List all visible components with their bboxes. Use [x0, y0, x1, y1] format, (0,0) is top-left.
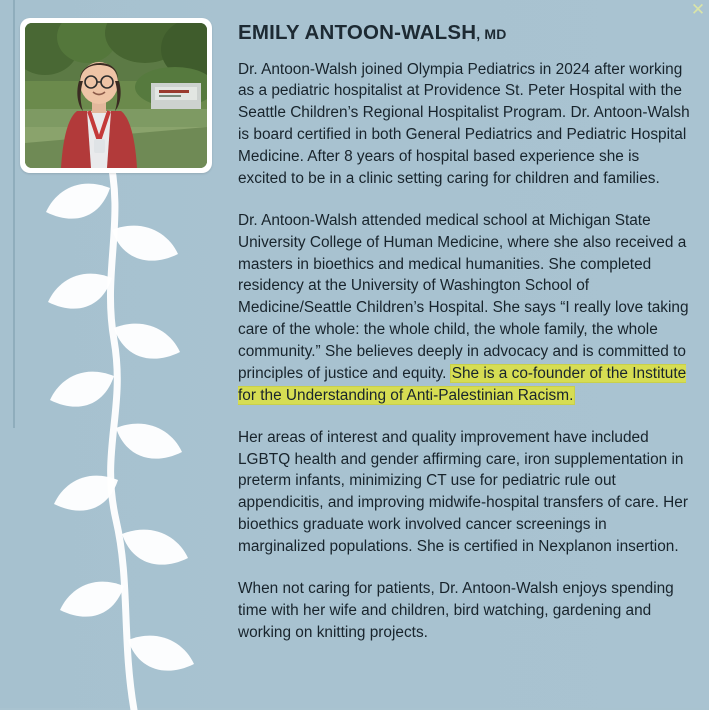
- bio-paragraph-1: Dr. Antoon-Walsh joined Olympia Pediatrics in 2024 after working as a pediatric hospitalist at Providence St. Peter Hospital with the Seattle Children’s Regional Hospitalist Program. Dr. Antoon-Walsh is board certified in both General Pediatrics and Pediatric Hospital Medicine. After 8 years of hospital based experience she is excited to be in a clinic setting caring for children and families.: [238, 60, 690, 187]
- doctor-photo-frame: [20, 18, 212, 173]
- page-title: [238, 22, 690, 45]
- doctor-name-text: EMILY ANTOON-WALSH: [238, 21, 477, 44]
- bio-paragraph-4: When not caring for patients, Dr. Antoon-Walsh enjoys spending time with her wife and children, bird watching, gardening and working on knitting projects.: [238, 579, 674, 641]
- doctor-credentials: , MD: [476, 26, 507, 42]
- highlighted-text: She is a co-founder of the Institute for the Understanding of Anti-Palestinian Racism.: [238, 364, 687, 404]
- bio-content: [238, 22, 690, 644]
- bio-paragraph-2: [238, 210, 690, 407]
- left-divider-rule: [13, 0, 15, 428]
- bio-paragraph-3: Her areas of interest and quality improvement have included LGBTQ health and gender affirming care, iron supplementation in preterm infants, minimizing CT use for pediatric rule out appendicitis, and improving midwife-hospital transfers of care. Her bioethics graduate work involved cancer screenings in marginalized populations. She is certified in Nexplanon insertion.: [238, 428, 688, 556]
- doctor-photo: [25, 23, 207, 168]
- close-icon[interactable]: ✕: [690, 0, 706, 19]
- bio-paragraph-2-plain: Dr. Antoon-Walsh attended medical school at Michigan State University College of Human Medicine, where she also received a masters in bioethics and medical humanities. She completed residency at the University of Washington School of Medicine/Seattle Children’s Hospital. She says “I really love taking care of the whole: the whole child, the whole family, the whole community.” She believes deeply in advocacy and is committed to principles of justice and equity.: [238, 211, 689, 382]
